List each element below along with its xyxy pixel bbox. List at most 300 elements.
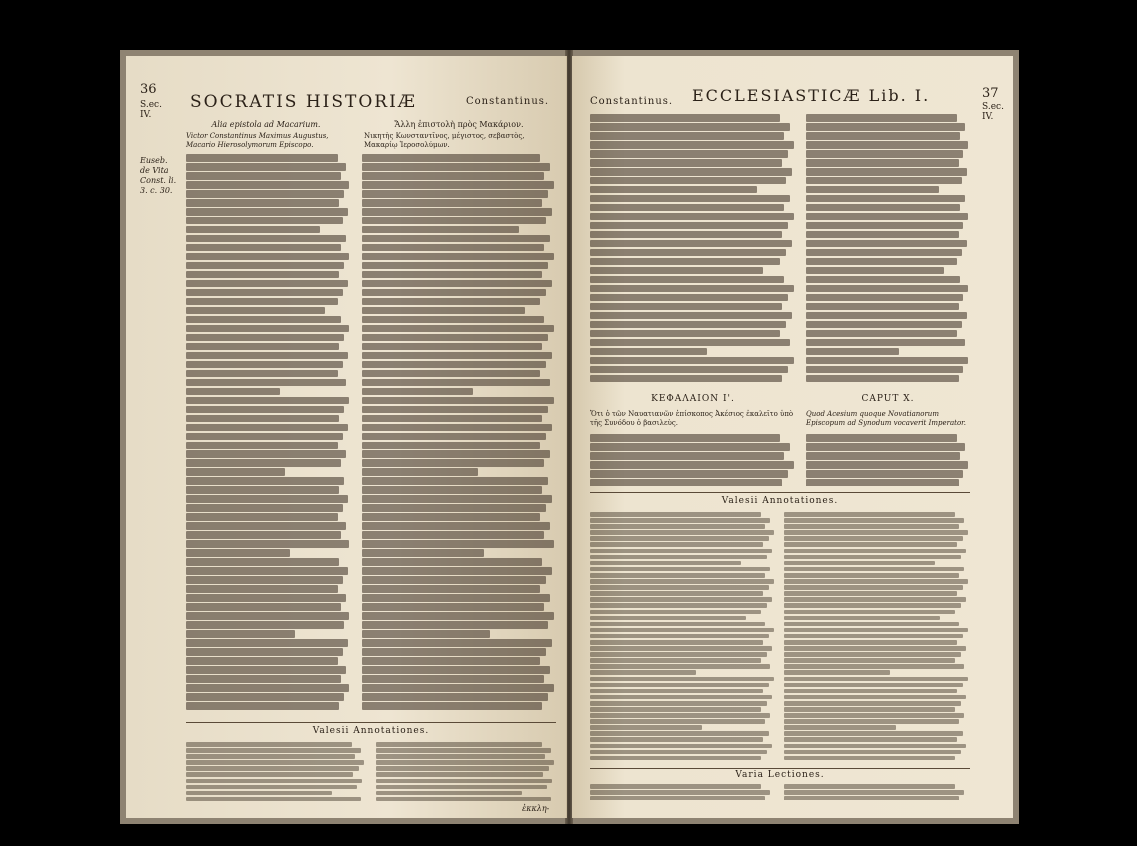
latin-col-title: Alia epistola ad Macarium. [211, 120, 321, 129]
text-line [186, 271, 339, 279]
text-line [186, 648, 343, 656]
text-line [590, 750, 767, 755]
text-line [806, 231, 959, 239]
text-line [376, 742, 542, 747]
varia-col2 [784, 784, 970, 800]
text-line [362, 406, 548, 414]
text-line [186, 621, 344, 629]
text-line [362, 190, 548, 198]
text-line [186, 289, 343, 297]
text-line [784, 536, 963, 541]
text-line [784, 573, 959, 578]
text-line [362, 289, 546, 297]
text-line [784, 784, 955, 789]
greek-col-subtitle: Νικητὴς Κωνσταντῖνος, μέγιστος, σεβαστὸς, Μακαρίῳ Ἱεροσολύμων. [364, 132, 525, 149]
text-line [186, 298, 338, 306]
text-line [590, 652, 767, 657]
text-line [186, 785, 357, 790]
text-line [362, 154, 540, 162]
chapter-summary-latin: Quod Acesium quoque Novatianorum Episcopum ad Synodum vocaverit Imperator. [806, 410, 966, 427]
text-line [806, 195, 965, 203]
text-line [590, 579, 774, 584]
text-line [784, 677, 968, 682]
text-line [590, 222, 788, 230]
text-line [590, 240, 792, 248]
text-line [186, 567, 348, 575]
text-line [362, 639, 552, 647]
text-line [590, 366, 788, 374]
text-line [186, 424, 348, 432]
margin-saec-number: IV. [982, 112, 994, 122]
text-line [186, 612, 349, 620]
text-line [784, 591, 957, 596]
text-line [590, 357, 794, 365]
text-line [590, 204, 784, 212]
chapter-summary-greek: Ὅτι ὁ τῶν Ναυατιανῶν ἐπίσκοπος Ἀκέσιος ἐκαλεῖτο ὑπὸ τῆς Συνόδου ὁ βασιλεὺς. [590, 410, 794, 427]
text-line [376, 791, 522, 796]
text-line [186, 433, 343, 441]
text-line [186, 379, 346, 387]
text-line [590, 177, 786, 185]
text-line [806, 285, 968, 293]
text-line [784, 744, 966, 749]
text-line [784, 652, 961, 657]
text-line [590, 725, 702, 730]
text-line [590, 524, 765, 529]
text-line [784, 634, 963, 639]
text-line [590, 312, 792, 320]
text-line [186, 442, 338, 450]
text-line [806, 258, 957, 266]
text-line [186, 540, 349, 548]
text-line [186, 772, 353, 777]
text-line [362, 684, 554, 692]
left-running-head: SOCRATIS HISTORIÆ [190, 92, 417, 112]
text-line [186, 406, 344, 414]
text-line [186, 190, 344, 198]
text-line [590, 737, 763, 742]
right-footnotes-title: Valesii Annotationes. [721, 496, 839, 506]
greek-text-column [362, 154, 556, 714]
text-line [186, 760, 364, 765]
left-footnotes-col2 [376, 742, 556, 802]
text-line [186, 244, 341, 252]
text-line [806, 357, 968, 365]
text-line [784, 646, 966, 651]
text-line [186, 307, 325, 315]
text-line [590, 658, 761, 663]
text-line [590, 267, 763, 275]
text-line [590, 518, 770, 523]
text-line [806, 321, 962, 329]
text-line [362, 657, 540, 665]
text-line [362, 343, 542, 351]
greek-col-title: Ἄλλη ἐπιστολὴ πρὸς Μακάριον. [394, 120, 524, 129]
margin-saec-number: IV. [140, 110, 152, 120]
text-line [186, 495, 348, 503]
left-margin-saec [140, 100, 162, 120]
text-line [362, 442, 540, 450]
text-line [590, 603, 767, 608]
text-line [186, 343, 339, 351]
greek-text-column [590, 114, 796, 386]
text-line [362, 199, 542, 207]
text-line [590, 168, 792, 176]
text-line [590, 796, 765, 800]
text-line [186, 477, 344, 485]
text-line [806, 330, 957, 338]
text-line [784, 658, 955, 663]
text-line [362, 316, 544, 324]
text-line [806, 339, 965, 347]
text-line [590, 339, 790, 347]
text-line [806, 461, 968, 469]
text-line [590, 790, 770, 795]
text-line [186, 388, 280, 396]
text-line [784, 524, 959, 529]
text-line [186, 522, 346, 530]
text-line [362, 585, 540, 593]
text-line [590, 434, 780, 442]
text-line [784, 695, 966, 700]
text-line [362, 495, 552, 503]
text-line [362, 361, 546, 369]
text-line [590, 561, 741, 566]
text-line [590, 616, 746, 621]
text-line [784, 530, 968, 535]
text-line [806, 303, 959, 311]
text-line [362, 522, 550, 530]
text-line [590, 330, 780, 338]
text-line [806, 132, 960, 140]
text-line [362, 468, 478, 476]
text-line [362, 433, 546, 441]
text-line [590, 542, 763, 547]
text-line [590, 249, 786, 257]
text-line [186, 325, 349, 333]
text-line [186, 316, 341, 324]
text-line [784, 750, 961, 755]
text-line [362, 244, 544, 252]
book-spread [120, 50, 1019, 824]
latin-text-column [186, 154, 351, 714]
text-line [590, 479, 782, 486]
right-footnotes-col2 [784, 512, 970, 762]
varia-col1 [590, 784, 776, 800]
left-catchword: ἐκκλη- [522, 804, 550, 813]
text-line [590, 628, 774, 633]
text-line [784, 549, 966, 554]
text-line [362, 235, 550, 243]
text-line [186, 253, 349, 261]
text-line [590, 713, 770, 718]
text-line [590, 461, 794, 469]
text-line [362, 181, 554, 189]
text-line [186, 549, 290, 557]
text-line [186, 684, 349, 692]
text-line [806, 222, 963, 230]
margin-saec-label: S.ec. [140, 100, 162, 110]
text-line [806, 470, 963, 478]
text-line [186, 208, 348, 216]
text-line [806, 186, 939, 194]
text-line [590, 195, 790, 203]
text-line [590, 150, 788, 158]
text-line [376, 754, 545, 759]
text-line [784, 719, 959, 724]
text-line [590, 375, 782, 383]
text-line [362, 450, 550, 458]
text-line [186, 504, 343, 512]
right-footnotes-col1 [590, 512, 776, 762]
text-line [590, 114, 780, 122]
text-line [590, 597, 772, 602]
text-line [186, 630, 295, 638]
text-line [186, 693, 344, 701]
text-line [590, 213, 794, 221]
text-line [784, 512, 955, 517]
text-line [362, 370, 540, 378]
text-line [186, 226, 320, 234]
footnote-rule [186, 722, 556, 723]
text-line [590, 695, 772, 700]
text-line [784, 567, 964, 572]
text-line [186, 558, 339, 566]
text-line [362, 253, 554, 261]
text-line [186, 675, 341, 683]
text-line [590, 141, 794, 149]
text-line [362, 576, 546, 584]
text-line [590, 573, 765, 578]
text-line [186, 450, 346, 458]
text-line [590, 756, 761, 761]
text-line [186, 163, 346, 171]
text-line [784, 622, 959, 627]
text-line [784, 561, 935, 566]
text-line [590, 622, 765, 627]
text-line [362, 172, 544, 180]
text-line [590, 470, 788, 478]
text-line [784, 542, 957, 547]
text-line [590, 683, 769, 688]
text-line [590, 294, 788, 302]
left-page [126, 56, 567, 818]
text-line [784, 664, 964, 669]
text-line [784, 731, 963, 736]
text-line [784, 555, 961, 560]
varia-lectiones-title: Varia Lectiones. [735, 770, 825, 780]
text-line [186, 657, 338, 665]
footnote-rule [590, 492, 970, 493]
text-line [590, 744, 772, 749]
text-line [362, 477, 548, 485]
right-running-head: ECCLESIASTICÆ Lib. I. [692, 86, 931, 105]
text-line [362, 621, 548, 629]
text-line [806, 159, 959, 167]
text-line [186, 370, 338, 378]
text-line [362, 675, 544, 683]
text-line [590, 719, 765, 724]
text-line [590, 784, 761, 789]
text-line [784, 616, 940, 621]
text-line [784, 640, 957, 645]
text-line [806, 312, 967, 320]
latin-chapter-text [806, 434, 970, 486]
text-line [362, 630, 490, 638]
text-line [362, 352, 552, 360]
text-line [186, 779, 362, 784]
text-line [186, 172, 341, 180]
text-line [186, 262, 344, 270]
text-line [362, 208, 552, 216]
text-line [806, 443, 965, 451]
text-line [186, 531, 341, 539]
text-line [186, 639, 348, 647]
right-page-number: 37 [982, 86, 999, 101]
text-line [806, 168, 967, 176]
text-line [784, 725, 896, 730]
text-line [362, 486, 542, 494]
text-line [784, 603, 961, 608]
text-line [590, 530, 774, 535]
text-line [186, 702, 339, 710]
text-line [362, 513, 540, 521]
text-line [186, 352, 348, 360]
text-line [186, 791, 332, 796]
text-line [186, 513, 338, 521]
text-line [362, 280, 552, 288]
text-line [806, 213, 968, 221]
text-line [362, 540, 554, 548]
text-line [806, 276, 960, 284]
text-line [784, 713, 964, 718]
text-line [590, 123, 790, 131]
text-line [784, 670, 890, 675]
text-line [784, 707, 955, 712]
text-line [186, 576, 343, 584]
text-line [362, 594, 550, 602]
text-line [590, 670, 696, 675]
text-line [784, 610, 955, 615]
text-line [186, 280, 348, 288]
text-line [362, 648, 546, 656]
text-line [590, 536, 769, 541]
text-line [784, 796, 959, 800]
text-line [806, 123, 965, 131]
text-line [784, 597, 966, 602]
text-line [590, 276, 784, 284]
greek-chapter-text [590, 434, 796, 486]
text-line [590, 321, 786, 329]
right-running-head-left: Constantinus. [590, 96, 674, 107]
text-line [590, 258, 780, 266]
left-running-head-right: Constantinus. [466, 96, 550, 107]
text-line [362, 558, 542, 566]
text-line [362, 334, 548, 342]
text-line [590, 701, 767, 706]
text-line [806, 434, 957, 442]
text-line [362, 298, 540, 306]
text-line [806, 294, 963, 302]
text-line [362, 702, 542, 710]
text-line [186, 766, 359, 771]
text-line [362, 226, 519, 234]
text-line [806, 177, 962, 185]
chapter-heading-latin: CAPUT X. [861, 394, 915, 404]
text-line [186, 748, 361, 753]
text-line [590, 231, 782, 239]
text-line [186, 334, 344, 342]
text-line [362, 549, 484, 557]
text-line [590, 585, 769, 590]
text-line [362, 307, 525, 315]
text-line [186, 585, 338, 593]
text-line [590, 443, 790, 451]
right-margin-saec [982, 102, 1004, 122]
text-line [362, 531, 544, 539]
text-line [784, 585, 963, 590]
text-line [784, 737, 957, 742]
text-line [590, 634, 769, 639]
text-line [590, 348, 707, 356]
text-line [590, 640, 763, 645]
text-line [186, 603, 341, 611]
text-line [186, 235, 346, 243]
text-line [590, 549, 772, 554]
text-line [806, 204, 960, 212]
text-line [362, 424, 552, 432]
text-line [806, 375, 959, 383]
text-line [186, 754, 355, 759]
text-line [362, 262, 548, 270]
text-line [362, 693, 548, 701]
varia-rule [590, 768, 970, 769]
text-line [590, 186, 757, 194]
text-line [784, 683, 963, 688]
left-margin-reference: Euseb. de Vita Const. li. 3. c. 30. [140, 156, 177, 195]
text-line [362, 603, 544, 611]
text-line [362, 459, 544, 467]
text-line [186, 797, 361, 802]
text-line [806, 114, 957, 122]
text-line [784, 756, 955, 761]
text-line [590, 512, 761, 517]
text-line [590, 567, 770, 572]
text-line [590, 707, 761, 712]
text-line [590, 689, 763, 694]
text-line [376, 779, 552, 784]
text-line [186, 199, 339, 207]
latin-text-column [806, 114, 970, 386]
text-line [590, 731, 769, 736]
text-line [186, 468, 285, 476]
text-line [590, 646, 772, 651]
text-line [186, 397, 349, 405]
text-line [376, 748, 551, 753]
text-line [362, 415, 542, 423]
text-line [590, 610, 761, 615]
text-line [362, 504, 546, 512]
text-line [186, 486, 339, 494]
text-line [186, 594, 346, 602]
text-line [362, 271, 542, 279]
text-line [806, 452, 960, 460]
text-line [590, 591, 763, 596]
text-line [590, 677, 774, 682]
text-line [186, 666, 346, 674]
text-line [590, 303, 782, 311]
text-line [784, 701, 961, 706]
